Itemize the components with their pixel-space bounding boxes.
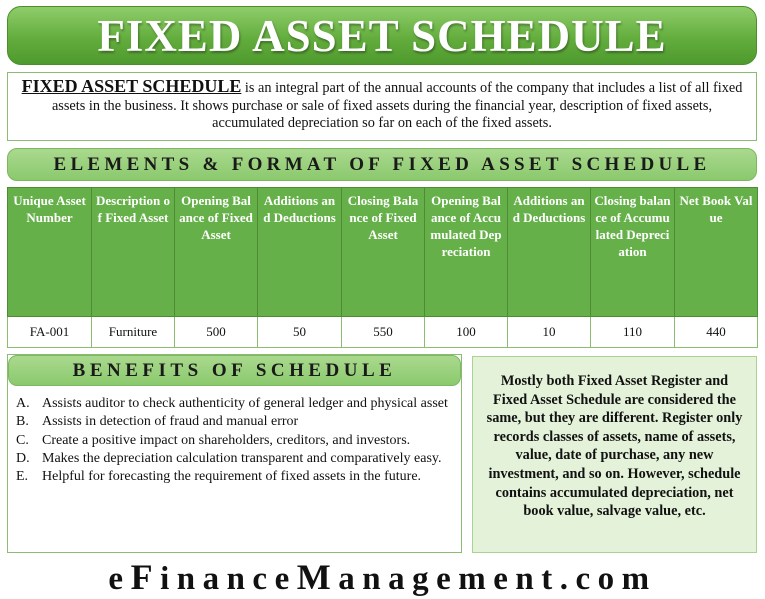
column-header: Opening Balance of Accumulated Depreciation xyxy=(425,188,508,317)
table-header-row xyxy=(8,188,758,317)
column-header: Additions and Deductions xyxy=(508,188,591,317)
column-header: Opening Balance of Fixed Asset xyxy=(175,188,258,317)
column-header: Additions and Deductions xyxy=(258,188,342,317)
fixed-asset-table xyxy=(7,187,758,348)
column-header: Description of Fixed Asset xyxy=(92,188,175,317)
list-marker: C. xyxy=(16,432,29,448)
list-marker: A. xyxy=(16,396,30,411)
list-item-text: Helpful for forecasting the requirement of fixed assets in the future. xyxy=(42,469,422,485)
list-item-text: Makes the depreciation calculation transparent and comparatively easy. xyxy=(42,450,442,466)
intro-lead: FIXED ASSET SCHEDULE xyxy=(21,76,242,96)
logo-part: anagement.com xyxy=(338,561,657,597)
list-item xyxy=(16,468,456,486)
list-item-text: Assists auditor to check authenticity of general ledger and physical asset xyxy=(42,396,448,411)
table-cell: FA-001 xyxy=(8,317,92,348)
list-marker: E. xyxy=(16,469,29,485)
column-header: Closing Balance of Fixed Asset xyxy=(342,188,425,317)
table-cell: 50 xyxy=(258,317,342,348)
page-title-banner xyxy=(7,6,757,65)
list-item xyxy=(16,395,456,413)
list-item xyxy=(16,432,456,450)
benefits-section-title xyxy=(8,355,461,386)
table-cell: 100 xyxy=(425,317,508,348)
list-marker: B. xyxy=(16,414,29,430)
list-item xyxy=(16,450,456,468)
table-cell: 10 xyxy=(508,317,591,348)
benefits-box xyxy=(7,354,462,553)
logo-part: F xyxy=(130,557,161,597)
column-header: Net Book Value xyxy=(675,188,758,317)
logo-part: e xyxy=(108,561,131,597)
list-item-text: Create a positive impact on shareholders, creditors, and investors. xyxy=(42,432,411,448)
logo-part: inance xyxy=(160,561,297,597)
table-cell: Furniture xyxy=(92,317,175,348)
elements-section-title xyxy=(7,148,757,181)
benefits-title-text: BENEFITS OF SCHEDULE xyxy=(72,360,397,381)
table-cell: 440 xyxy=(675,317,758,348)
list-item xyxy=(16,413,456,431)
list-item-text: Assists in detection of fraud and manual error xyxy=(42,414,299,430)
column-header: Closing balance of Accumulated Depreciation xyxy=(591,188,675,317)
register-vs-schedule-note xyxy=(472,356,757,553)
list-marker: D. xyxy=(16,450,30,466)
column-header: Unique Asset Number xyxy=(8,188,92,317)
intro-body: is an integral part of the annual accounts of the company that includes a list of all fixed assets in the business. It shows purchase or sale of fixed assets during the financial year, description of fixed assets, accumulated depreciation so far on each of the fixed assets. xyxy=(51,80,743,132)
intro-box xyxy=(7,72,757,141)
page-title: FIXED ASSET SCHEDULE xyxy=(97,11,667,61)
note-text: Mostly both Fixed Asset Register and Fixed Asset Schedule are considered the same, but they are different. Register only records classes of assets, name of assets, value, date of purchase, any new investment, and so on. However, schedule contains accumulated depreciation, net book value, salvage value, etc. xyxy=(486,373,743,520)
table-cell: 550 xyxy=(342,317,425,348)
table-cell: 110 xyxy=(591,317,675,348)
logo-part: M xyxy=(296,557,339,597)
benefits-list xyxy=(16,395,456,486)
table-cell: 500 xyxy=(175,317,258,348)
table-row xyxy=(8,317,758,348)
site-logo xyxy=(0,558,765,596)
elements-title-text: ELEMENTS & FORMAT OF FIXED ASSET SCHEDULE xyxy=(53,154,711,175)
